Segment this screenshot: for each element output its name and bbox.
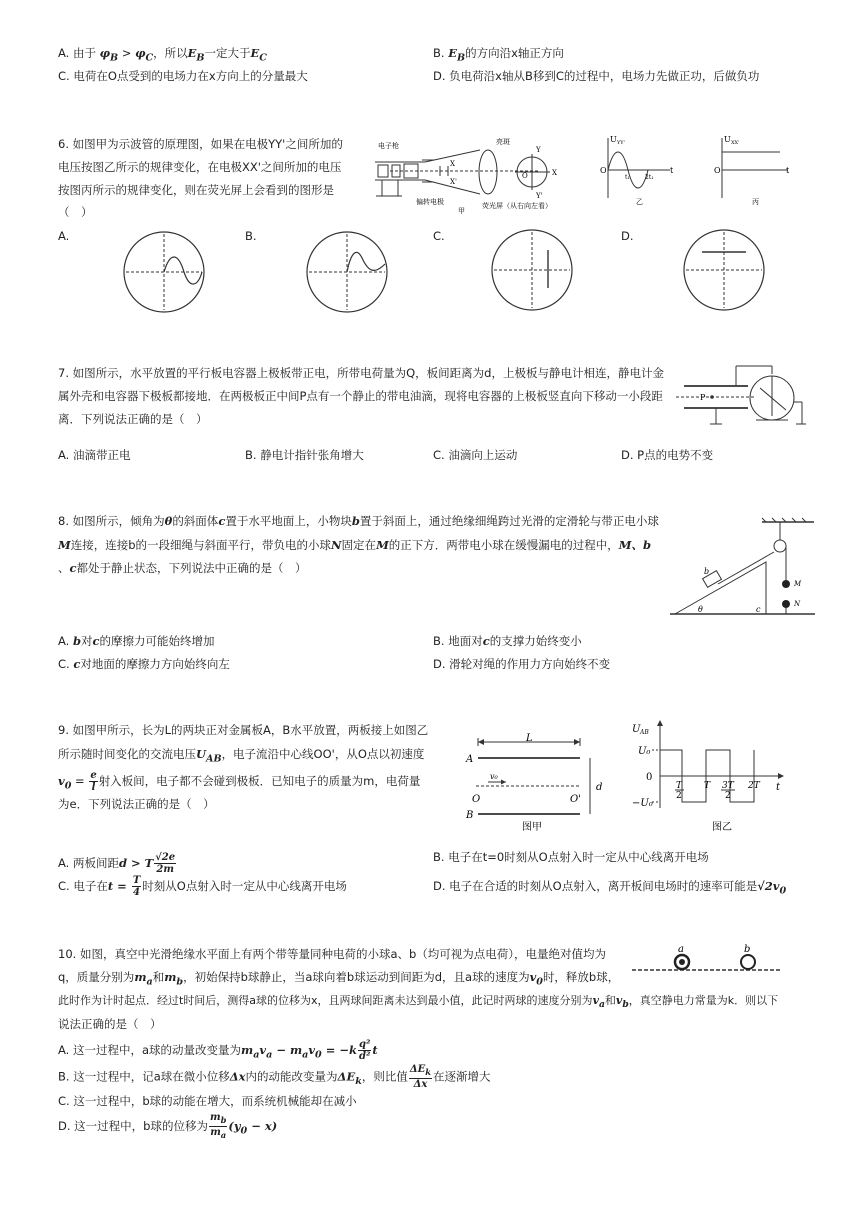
svg-text:O: O — [714, 166, 721, 175]
label-bright-spot: 亮斑 — [496, 138, 510, 146]
velocity-v0-label: v₀ — [490, 772, 498, 781]
two-balls-diagram — [632, 940, 782, 976]
q7-option-b[interactable]: B. 静电计指针张角增大 — [245, 448, 364, 462]
ball-n-label: N — [794, 600, 801, 608]
q6-option-a-label[interactable]: A. — [58, 229, 70, 243]
svg-text:2: 2 — [725, 791, 731, 801]
voltage-xx-graph — [712, 134, 792, 204]
q10-option-b[interactable]: B. 这一过程中，记a球在微小位移Δx内的动能改变量为$\Delta E_k$，则比值 $\Delta E_k$ Δx 在逐渐增大 — [58, 1064, 491, 1090]
q8-option-d[interactable]: D. 滑轮对绳的作用力方向始终不变 — [433, 657, 611, 671]
q6-option-b-label[interactable]: B. — [245, 229, 257, 243]
q9-stem-line3: $v_0$ = $\frac{e}{l}$ 射入板间，电子都不会碰到极板．已知电子的质量为m，电荷量 — [58, 770, 421, 793]
q5-option-d[interactable]: D. 负电荷沿x轴从B移到C的过程中，电场力先做正功，后做负功 — [433, 69, 760, 83]
uxx-label: U — [724, 135, 731, 144]
q7-option-a[interactable]: A. 油滴带正电 — [58, 448, 131, 462]
fig-label-tujia: 图甲 — [522, 822, 542, 833]
q6-option-c-screen[interactable] — [490, 228, 574, 312]
tick-t: T — [704, 781, 711, 791]
q6-option-d-screen[interactable] — [682, 228, 766, 312]
label-x-axis: X — [552, 169, 557, 177]
plate-a-label: A — [466, 754, 474, 765]
svg-text:2: 2 — [676, 791, 682, 801]
q8-stem-line1: 8. 如图所示，倾角为θ的斜面体c置于水平地面上，小物块b置于斜面上，通过绝缘细绳跨过光滑的定滑轮与带正电小球 — [58, 514, 659, 528]
q7-option-c[interactable]: C. 油滴向上运动 — [433, 448, 518, 462]
plate-b-label: B — [466, 810, 474, 821]
label-y: Y — [536, 146, 541, 154]
q9-stem-line2: 所示随时间变化的交流电压$U_{AB}$，电子流沿中心线OO'，从O点以初速度 — [58, 747, 425, 765]
q6-stem-line3: 按图丙所示的规律变化，则在荧光屏上会看到的图形是 — [58, 183, 334, 197]
square-wave-graph — [632, 718, 792, 836]
q5-option-a[interactable]: A. 由于 $\varphi_B > \varphi_C$，所以$E_B$一定大于$E_C$ — [58, 46, 267, 64]
incline-pulley-diagram — [670, 518, 815, 623]
point-o-label: O — [472, 794, 481, 805]
q9-option-b[interactable]: B. 电子在t=0时刻从O点射入时一定从中心线离开电场 — [433, 850, 709, 864]
q9-stem-line4: 为e．下列说法正确的是（ ） — [58, 797, 215, 811]
q8-option-c[interactable]: C. c对地面的摩擦力方向始终向左 — [58, 657, 230, 671]
fig-label-bing: 丙 — [752, 198, 759, 206]
theta-label: θ — [698, 605, 703, 614]
block-b-label: b — [704, 567, 710, 576]
q7-stem-line3: 离．下列说法正确的是（ ） — [58, 412, 208, 426]
capacitor-electrometer-diagram — [676, 362, 806, 432]
q10-option-c[interactable]: C. 这一过程中，b球的动能在增大，而系统机械能却在减小 — [58, 1094, 357, 1108]
tick-2t: 2T — [748, 781, 760, 791]
q6-option-d-label[interactable]: D. — [621, 229, 634, 243]
uab-axis-label: U — [632, 724, 641, 735]
label-o: O — [522, 172, 528, 180]
fig-label-tuyi: 图乙 — [712, 822, 732, 833]
q6-stem-line4: （ ） — [58, 205, 93, 219]
point-p-label: P — [700, 393, 706, 402]
svg-text:YY': YY' — [617, 140, 625, 146]
q10-option-d[interactable]: D. 这一过程中，b球的位移为 $\frac{m_b}{m_a}$ $(y_0 - x)$ — [58, 1112, 278, 1140]
q7-stem-line1: 7. 如图所示，水平放置的平行板电容器上极板带正电，所带电荷量为Q，板间距离为d，上极板与静电计相连，静电计金 — [58, 366, 664, 380]
ball-m-label: M — [794, 580, 802, 588]
t-axis-label: t — [776, 782, 781, 793]
ball-b-label: b — [744, 944, 751, 955]
minus-u0-label: −U₀ — [632, 798, 653, 809]
q10-stem-line3: 此时作为计时起点．经过t时间后，测得a球的位移为x，且两球间距离未达到最小值，此记时两球的速度分别为$v_a$和$v_b$，真空静电力常量为k．则以下 — [58, 994, 779, 1011]
svg-text:XX': XX' — [731, 140, 740, 146]
q10-stem-line4: 说法正确的是（ ） — [58, 1017, 162, 1031]
q8-stem-line3: 、c都处于静止状态，下列说法中正确的是（ ） — [58, 561, 307, 575]
label-x-electrode: X — [450, 160, 455, 168]
q6-stem-line2: 电压按图乙所示的规律变化，在电极XX'之间所加的电压 — [58, 160, 342, 174]
label-electron-gun: 电子枪 — [378, 142, 399, 150]
q10-stem-line2: q，质量分别为$m_a$和$m_b$，初始保持b球静止，当a球向着b球运动到间距为d，且a球的速度为$v_0$时，释放b球， — [58, 970, 620, 988]
q9-option-d[interactable]: D. 电子在合适的时刻从O点射入，离开板间电场时的速率可能是$√2v_0$ — [433, 879, 787, 897]
ball-a-label: a — [678, 944, 684, 955]
parallel-plates-diagram — [462, 734, 622, 834]
q9-option-a[interactable]: A. 两板间距d > T $\frac{√2e}{2m}$ — [58, 852, 176, 875]
point-o-prime-label: O' — [570, 794, 581, 805]
uyy-label: U — [610, 135, 617, 144]
label-xp-electrode: X' — [450, 178, 457, 186]
svg-text:2t₁: 2t₁ — [645, 174, 654, 181]
origin-zero-label: 0 — [646, 772, 653, 783]
q6-stem-line1: 6. 如图甲为示波管的原理图，如果在电极YY'之间所加的 — [58, 137, 343, 151]
tick-t-half: T — [676, 781, 683, 791]
fig-label-jia: 甲 — [458, 207, 465, 215]
voltage-yy-graph — [598, 134, 678, 204]
oscilloscope-diagram — [370, 134, 580, 214]
svg-text:O: O — [600, 166, 607, 175]
q6-option-c-label[interactable]: C. — [433, 229, 445, 243]
q6-option-a-screen[interactable] — [122, 230, 206, 314]
distance-d-label: d — [596, 782, 603, 793]
q9-stem-line1: 9. 如图甲所示，长为L的两块正对金属板A，B水平放置，两板接上如图乙 — [58, 723, 429, 737]
length-l-label: L — [526, 733, 533, 744]
tick-3t-half: 3T — [722, 781, 734, 791]
q10-option-a[interactable]: A. 这一过程中，a球的动量改变量为$m_av_a - m_av_0 = -k$ $\frac{\text{q²}}{\text{d²}}$ t — [58, 1039, 378, 1062]
q6-option-b-screen[interactable] — [305, 230, 389, 314]
q7-option-d[interactable]: D. P点的电势不变 — [621, 448, 714, 462]
svg-text:t: t — [670, 166, 674, 175]
label-screen: 荧光屏（从右向左看） — [482, 202, 552, 210]
q9-option-c[interactable]: C. 电子在t = $\frac{T}{4}$ 时刻从O点射入时一定从中心线离开电场 — [58, 875, 347, 898]
incline-c-label: c — [756, 605, 761, 614]
svg-text:t₁: t₁ — [625, 174, 630, 181]
q8-stem-line2: M连接，连接b的一段细绳与斜面平行，带负电的小球N固定在M的正下方．两带电小球在缓慢漏电的过程中，M、b — [58, 538, 652, 552]
q7-stem-line2: 属外壳和电容器下极板都接地．在两极板正中间P点有一个静止的带电油滴，现将电容器的上极板竖直向下移动一小段距 — [58, 389, 663, 403]
q5-option-b[interactable]: B. $E_B$的方向沿x轴正方向 — [433, 46, 564, 64]
q8-option-a[interactable]: A. b对c的摩擦力可能始终增加 — [58, 634, 215, 648]
svg-text:t: t — [786, 166, 790, 175]
label-yp: Y' — [536, 192, 543, 200]
fig-label-yi: 乙 — [636, 198, 643, 206]
q5-option-c[interactable]: C. 电荷在O点受到的电场力在x方向上的分量最大 — [58, 69, 308, 83]
q10-stem-line1: 10. 如图，真空中光滑绝缘水平面上有两个带等量同种电荷的小球a、b（均可视为点电荷），电量绝对值均为 — [58, 947, 607, 961]
svg-text:AB: AB — [640, 729, 649, 736]
label-deflection-electrodes: 偏转电极 — [416, 198, 444, 206]
q8-option-b[interactable]: B. 地面对c的支撑力始终变小 — [433, 634, 582, 648]
u0-label: U₀ — [638, 746, 651, 757]
